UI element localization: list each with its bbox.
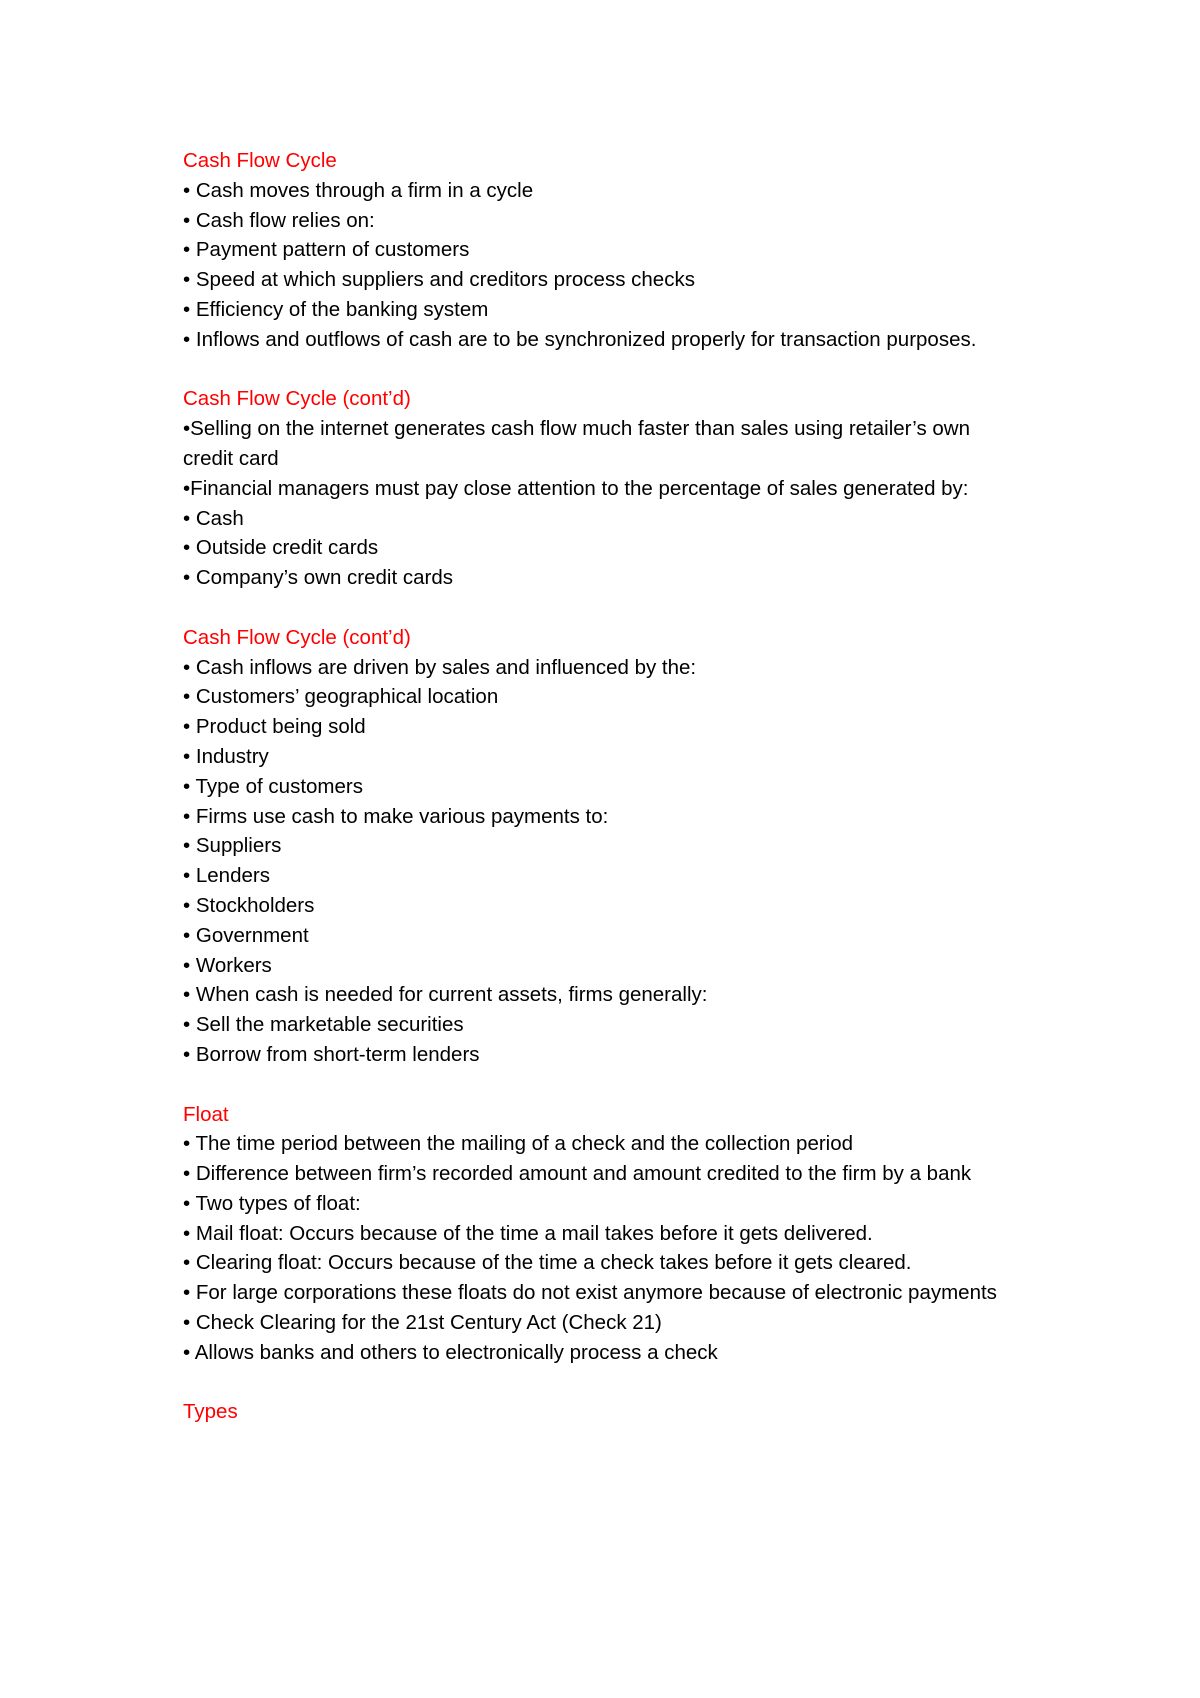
- bullet-line: • Firms use cash to make various payments to:: [183, 804, 609, 828]
- bullet-line: • Clearing float: Occurs because of the time a check takes before it gets cleared.: [183, 1251, 912, 1275]
- bullet-line: • Product being sold: [183, 715, 366, 739]
- bullet-line: • When cash is needed for current assets, firms generally:: [183, 983, 708, 1007]
- bullet-line: • Difference between firm’s recorded amount and amount credited to the firm by a bank: [183, 1162, 972, 1186]
- document-body: [183, 146, 1013, 1457]
- section-types: [183, 1397, 1013, 1427]
- bullet-line: •Selling on the internet generates cash flow much faster than sales using retailer’s own credit card: [183, 417, 970, 470]
- bullet-line: • Cash moves through a firm in a cycle: [183, 178, 534, 202]
- section-heading: Cash Flow Cycle: [183, 149, 337, 172]
- bullet-line: • Two types of float:: [183, 1191, 361, 1215]
- bullet-line: • Mail float: Occurs because of the time a mail takes before it gets delivered.: [183, 1221, 873, 1245]
- section-cash-flow-cycle-contd-2: [183, 623, 1013, 1070]
- bullet-line: • Inflows and outflows of cash are to be synchronized properly for transaction purposes.: [183, 327, 977, 351]
- bullet-line: • Suppliers: [183, 834, 282, 858]
- section-heading: Float: [183, 1102, 229, 1126]
- bullet-line: • Efficiency of the banking system: [183, 297, 489, 321]
- bullet-line: • Cash flow relies on:: [183, 208, 375, 232]
- bullet-line: • Cash inflows are driven by sales and influenced by the:: [183, 655, 697, 679]
- bullet-line: • Type of customers: [183, 774, 363, 798]
- bullet-line: • Allows banks and others to electronically process a check: [183, 1340, 718, 1364]
- bullet-line: • Payment pattern of customers: [183, 238, 470, 262]
- bullet-line: • Sell the marketable securities: [183, 1013, 464, 1037]
- bullet-line: • Stockholders: [183, 893, 315, 917]
- bullet-line: • Government: [183, 923, 309, 947]
- bullet-line: • The time period between the mailing of a check and the collection period: [183, 1132, 854, 1156]
- bullet-line: • Workers: [183, 953, 272, 977]
- section-cash-flow-cycle-contd-1: [183, 384, 1013, 593]
- section-float: [183, 1100, 1013, 1368]
- section-heading: Cash Flow Cycle (cont’d): [183, 625, 411, 649]
- bullet-line: • Cash: [183, 506, 244, 530]
- bullet-line: • Customers’ geographical location: [183, 685, 499, 709]
- bullet-line: • Industry: [183, 744, 269, 768]
- bullet-line: • Lenders: [183, 864, 270, 888]
- bullet-line: • For large corporations these floats do not exist anymore because of electronic payments: [183, 1281, 997, 1305]
- section-heading: Types: [183, 1400, 238, 1424]
- section-heading: Cash Flow Cycle (cont’d): [183, 387, 411, 411]
- section-cash-flow-cycle: [183, 146, 1013, 355]
- bullet-line: • Company’s own credit cards: [183, 566, 453, 590]
- bullet-line: • Check Clearing for the 21st Century Act (Check 21): [183, 1311, 662, 1335]
- bullet-line: • Borrow from short-term lenders: [183, 1042, 480, 1066]
- bullet-line: • Speed at which suppliers and creditors process checks: [183, 268, 695, 292]
- bullet-line: •Financial managers must pay close attention to the percentage of sales generated by:: [183, 476, 969, 500]
- bullet-line: • Outside credit cards: [183, 536, 379, 560]
